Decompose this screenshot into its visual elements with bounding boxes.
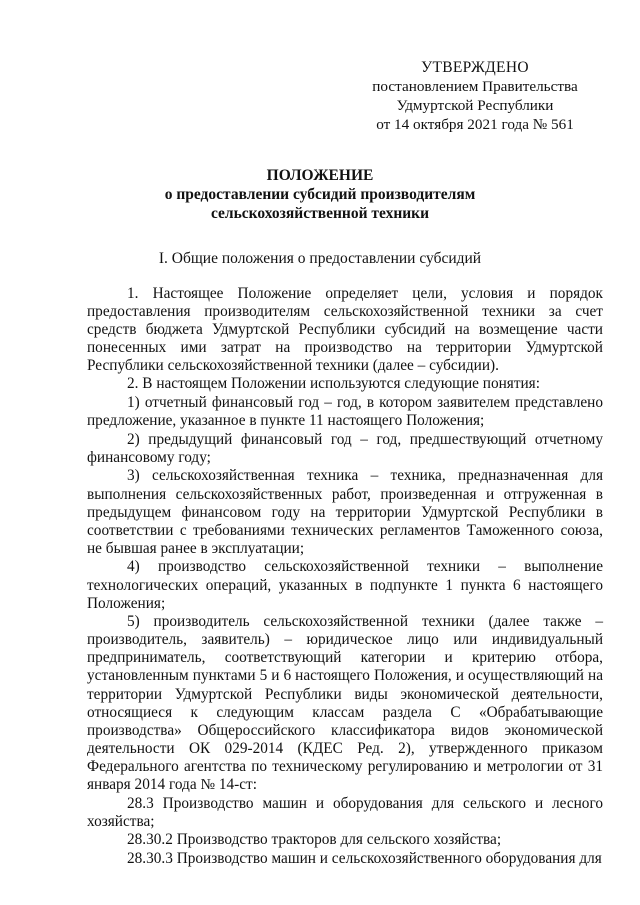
paragraph: 2. В настоящем Положении используются следующие понятия: (127, 375, 540, 393)
paragraph: 5) производитель сельскохозяйственной техники (далее также – производитель, заявитель) – юридическое лицо или индивидуальный предприниматель, соответствующий категории и критерию отбора, установленным пунктами 5 и 6 настоящего Положения, и осуществляющий на территории Удмуртской Республики виды экономической деятельности, относящиеся к следующим классам раздела С «Обрабатывающие производства» Общероссийского классификатора видов экономической деятельности ОК 029-2014 (КДЕС Ред. 2), утвержденного приказом Федерального агентства по техническому регулированию и метрологии от 31 января 2014 года № 14-ст: (87, 613, 603, 794)
approval-line-3: от 14 октября 2021 года № 561 (376, 116, 574, 133)
approval-heading: УТВЕРЖДЕНО (421, 59, 529, 76)
paragraph: 4) производство сельскохозяйственной техники – выполнение технологических операций, указанных в подпункте 1 пункта 6 настоящего Положения; (87, 558, 603, 612)
paragraph: 28.3 Производство машин и оборудования для сельского и лесного хозяйства; (87, 794, 603, 830)
title-line-2: о предоставлении субсидий производителям (164, 186, 476, 203)
approval-line-2: Удмуртской Республики (396, 97, 554, 114)
document-body (87, 285, 603, 868)
paragraph: 1. Настоящее Положение определяет цели, условия и порядок предоставления производителям сельскохозяйственной техники за счет средств бюджета Удмуртской Республики субсидий на возмещение части понесенных ими затрат на производство на территории Удмуртской Республики сельскохозяйственной техники (далее – субсидии). (87, 285, 603, 375)
paragraph: 2) предыдущий финансовый год – год, предшествующий отчетному финансовому году; (87, 430, 603, 466)
title-line-1: ПОЛОЖЕНИЕ (266, 167, 374, 184)
approval-stamp (360, 58, 590, 134)
approval-line-1: постановлением Правительства (372, 78, 578, 95)
section-heading: I. Общие положения о предоставлении субсидий (158, 250, 482, 267)
paragraph: 28.30.2 Производство тракторов для сельского хозяйства; (127, 831, 502, 849)
title-line-3: сельскохозяйственной техники (210, 205, 430, 222)
paragraph: 28.30.3 Производство машин и сельскохозяйственного оборудования для (127, 849, 602, 867)
paragraph: 3) сельскохозяйственная техника – техника, предназначенная для выполнения сельскохозяйственных работ, произведенная и отгруженная в предыдущем финансовом году на территории Удмуртской Республики в соответствии с требованиями технических регламентов Таможенного союза, не бывшая ранее в эксплуатации; (87, 467, 603, 557)
paragraph: 1) отчетный финансовый год – год, в котором заявителем представлено предложение, указанное в пункте 11 настоящего Положения; (87, 394, 603, 430)
document-title (90, 166, 550, 223)
